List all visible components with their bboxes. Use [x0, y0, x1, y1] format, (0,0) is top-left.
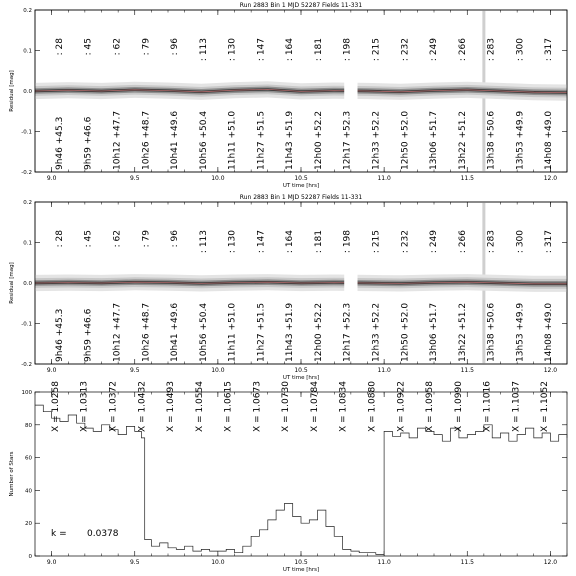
- airmass-label: X = 1.0258: [51, 381, 61, 432]
- field-label: : 62: [112, 38, 123, 56]
- chart-title: Run 2883 Bin 1 MJD 52287 Fields 11-331: [239, 194, 363, 201]
- field-label: : 300: [515, 38, 526, 62]
- x-axis-label: UT time [hrs]: [282, 375, 320, 381]
- x-tick-label: 10.5: [294, 559, 308, 566]
- field-label: : 96: [170, 230, 181, 248]
- x-tick-label: 9.5: [129, 175, 140, 182]
- coord-label: 9h59 +46.6: [83, 308, 94, 362]
- y-tick-label: -0.1: [21, 321, 32, 328]
- coord-label: 12h00 +52.2: [313, 110, 324, 170]
- coord-label: 10h56 +50.4: [198, 110, 209, 170]
- airmass-label: X = 1.0990: [453, 381, 464, 432]
- field-label: : 147: [256, 230, 267, 254]
- field-label: : 300: [515, 230, 526, 254]
- coord-label: 10h56 +50.4: [198, 302, 209, 362]
- x-tick-label: 10.0: [211, 175, 225, 182]
- coord-label: 10h26 +48.7: [141, 302, 152, 362]
- coord-label: 12h50 +52.0: [400, 302, 411, 362]
- field-label: : 232: [400, 38, 411, 62]
- airmass-label: X = 1.0958: [425, 381, 436, 432]
- data-gap: [344, 79, 357, 103]
- x-tick-label: 10.5: [294, 367, 308, 374]
- coord-label: 12h33 +52.2: [371, 110, 382, 170]
- coord-label: 9h46 +45.3: [55, 116, 65, 170]
- airmass-label: X = 1.1016: [482, 381, 493, 432]
- y-tick-label: 60: [25, 455, 32, 462]
- x-tick-label: 12.0: [543, 175, 558, 182]
- field-label: : 45: [83, 38, 94, 56]
- coord-label: 13h53 +49.9: [515, 110, 526, 170]
- y-tick-label: -0.2: [21, 362, 32, 368]
- field-label: : 249: [429, 230, 440, 254]
- field-label: : 96: [170, 38, 181, 56]
- coord-label: 10h12 +47.7: [112, 110, 123, 170]
- x-tick-label: 9.0: [46, 559, 57, 566]
- y-axis-label: Residual [mag]: [9, 262, 15, 304]
- coord-label: 13h06 +51.7: [429, 110, 440, 170]
- panel-1: [9, 2, 567, 189]
- y-tick-label: 100: [21, 390, 32, 396]
- field-label: : 215: [371, 38, 382, 62]
- airmass-label: X = 1.0493: [166, 381, 177, 432]
- airmass-label: X = 1.0432: [137, 381, 148, 432]
- airmass-label: X = 1.0880: [367, 381, 378, 432]
- field-label: : 147: [256, 38, 267, 62]
- coord-label: 13h06 +51.7: [429, 302, 440, 362]
- y-tick-label: 80: [25, 422, 32, 429]
- coord-label: 10h41 +49.6: [170, 110, 181, 170]
- coord-label: 11h27 +51.5: [256, 110, 267, 170]
- field-label: : 283: [486, 230, 497, 254]
- x-tick-label: 11.0: [377, 175, 391, 182]
- airmass-label: X = 1.0615: [223, 381, 234, 432]
- y-tick-label: 0.2: [23, 200, 32, 206]
- airmass-label: X = 1.0313: [79, 381, 90, 432]
- field-label: : 79: [141, 230, 152, 248]
- coord-label: 12h17 +52.3: [342, 302, 353, 362]
- coord-label: 12h50 +52.0: [400, 110, 411, 170]
- x-axis-label: UT time [hrs]: [282, 567, 320, 573]
- field-label: : 164: [285, 38, 296, 62]
- panel-3: [9, 381, 567, 573]
- coord-label: 10h41 +49.6: [170, 302, 181, 362]
- field-label: : 28: [55, 38, 65, 56]
- field-label: : 113: [198, 38, 209, 62]
- coord-label: 10h26 +48.7: [141, 110, 152, 170]
- airmass-label: X = 1.0673: [252, 381, 263, 432]
- x-tick-label: 9.0: [46, 367, 57, 374]
- coord-label: 11h43 +51.9: [285, 110, 296, 170]
- y-axis-label: Residual [mag]: [9, 70, 15, 112]
- airmass-label: X = 1.0730: [281, 381, 292, 432]
- coord-label: 14h08 +49.0: [544, 302, 555, 362]
- airmass-label: X = 1.1052: [540, 381, 551, 432]
- field-label: : 28: [55, 230, 65, 248]
- field-label: : 198: [342, 230, 353, 254]
- x-tick-label: 9.5: [129, 559, 140, 566]
- coord-label: 11h43 +51.9: [285, 302, 296, 362]
- coord-label: 11h11 +51.0: [227, 110, 238, 170]
- coord-label: 11h27 +51.5: [256, 302, 267, 362]
- coord-label: 13h22 +51.2: [457, 302, 468, 362]
- data-gap: [344, 271, 357, 295]
- x-tick-label: 11.5: [460, 175, 474, 182]
- y-tick-label: 0.1: [23, 240, 32, 247]
- x-tick-label: 10.0: [211, 367, 225, 374]
- field-label: : 198: [342, 38, 353, 62]
- coord-label: 13h53 +49.9: [515, 302, 526, 362]
- airmass-label: X = 1.0834: [338, 381, 349, 432]
- y-tick-label: 40: [25, 488, 32, 495]
- y-tick-label: 0.0: [23, 281, 32, 287]
- field-label: : 130: [227, 38, 238, 62]
- y-tick-label: 0.2: [23, 8, 32, 14]
- x-tick-label: 12.0: [543, 367, 558, 374]
- panel-2: [9, 194, 567, 381]
- airmass-label: X = 1.1037: [511, 381, 522, 432]
- coord-label: 12h00 +52.2: [313, 302, 324, 362]
- field-label: : 62: [112, 230, 123, 248]
- coord-label: 11h11 +51.0: [227, 302, 238, 362]
- airmass-label: X = 1.0784: [309, 381, 320, 432]
- coord-label: 13h38 +50.6: [486, 302, 497, 362]
- field-label: : 317: [544, 230, 555, 254]
- y-tick-label: 20: [25, 521, 32, 528]
- coord-label: 12h17 +52.3: [342, 110, 353, 170]
- x-tick-label: 11.5: [460, 367, 474, 374]
- x-axis-label: UT time [hrs]: [282, 183, 320, 189]
- coord-label: 10h12 +47.7: [112, 302, 123, 362]
- coord-label: 12h33 +52.2: [371, 302, 382, 362]
- x-tick-label: 11.0: [377, 559, 391, 566]
- coord-label: 13h38 +50.6: [486, 110, 497, 170]
- extinction-k-label: k =: [51, 529, 67, 539]
- y-tick-label: 0.0: [23, 89, 32, 95]
- x-tick-label: 10.5: [294, 175, 308, 182]
- coord-label: 9h59 +46.6: [83, 116, 94, 170]
- chart-title: Run 2883 Bin 1 MJD 52287 Fields 11-331: [239, 2, 363, 9]
- field-label: : 215: [371, 230, 382, 254]
- x-tick-label: 11.0: [377, 367, 391, 374]
- field-label: : 79: [141, 38, 152, 56]
- x-tick-label: 10.0: [211, 559, 225, 566]
- extinction-k-value: 0.0378: [87, 529, 119, 539]
- field-label: : 181: [313, 38, 324, 62]
- y-tick-label: 0.1: [23, 48, 32, 55]
- airmass-label: X = 1.0554: [194, 381, 205, 432]
- x-tick-label: 12.0: [543, 559, 558, 566]
- airmass-label: X = 1.0372: [108, 381, 119, 432]
- y-tick-label: -0.1: [21, 129, 32, 136]
- field-label: : 181: [313, 230, 324, 254]
- x-tick-label: 11.5: [460, 559, 474, 566]
- x-tick-label: 9.5: [129, 367, 140, 374]
- field-label: : 283: [486, 38, 497, 62]
- field-label: : 249: [429, 38, 440, 62]
- field-label: : 232: [400, 230, 411, 254]
- field-label: : 266: [457, 38, 468, 62]
- coord-label: 14h08 +49.0: [544, 110, 555, 170]
- coord-label: 13h22 +51.2: [457, 110, 468, 170]
- airmass-label: X = 1.0922: [396, 381, 407, 432]
- field-label: : 164: [285, 230, 296, 254]
- field-label: : 130: [227, 230, 238, 254]
- y-axis-label: Number of Stars: [9, 451, 15, 497]
- field-label: : 113: [198, 230, 209, 254]
- field-label: : 45: [83, 230, 94, 248]
- field-label: : 317: [544, 38, 555, 62]
- x-tick-label: 9.0: [46, 175, 57, 182]
- y-tick-label: -0.2: [21, 170, 32, 176]
- field-label: : 266: [457, 230, 468, 254]
- y-tick-label: 0: [28, 554, 32, 560]
- coord-label: 9h46 +45.3: [55, 308, 65, 362]
